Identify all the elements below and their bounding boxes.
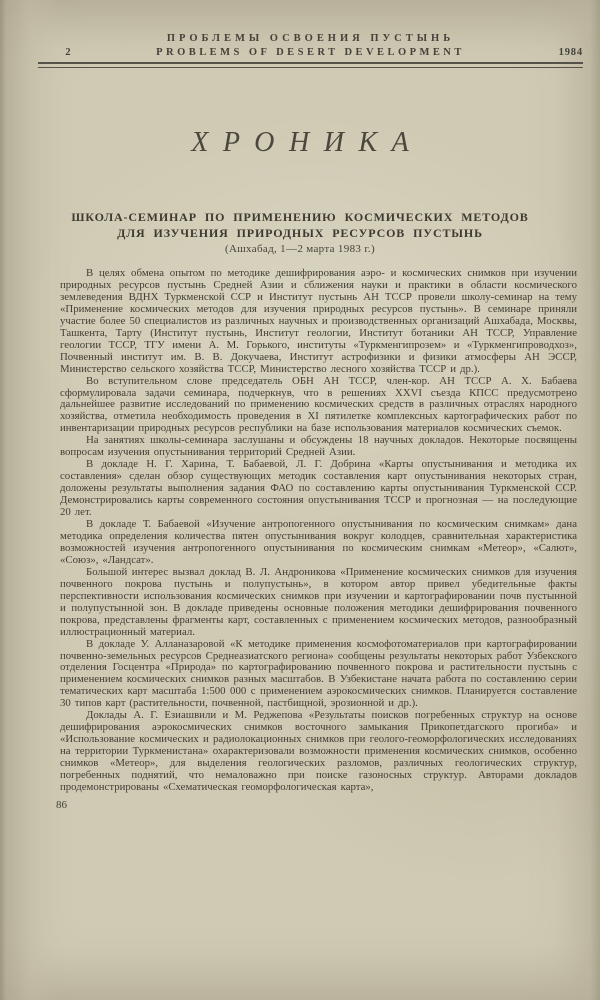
article-title-line1: ШКОЛА-СЕМИНАР ПО ПРИМЕНЕНИЮ КОСМИЧЕСКИХ МЕТОДОВ	[71, 210, 529, 224]
paragraph-7: В докладе У. Алланазаровой «К методике применения космофотоматериалов при картографировании почвенно-земельных ресурсов Среднеазиатского региона» сообщены результаты некоторых работ Узбекского отделения Госцентра «Природа» по картографированию почвенного покрова и растительности пустынь с применением космических снимков разных масштабов. В Узбекистане начата работа по составлению серии тематических карт масштаба 1:500 000 с применением аэрокосмических снимков. Планируется составление 30 типов карт (растительности, почвенной, пастбищной, эрозионной и др.).	[60, 637, 577, 710]
journal-header-row	[38, 47, 583, 58]
article-title-line2: ДЛЯ ИЗУЧЕНИЯ ПРИРОДНЫХ РЕСУРСОВ ПУСТЫНЬ	[117, 226, 483, 240]
section-heading-chronicle: ХРОНИКА	[191, 127, 424, 158]
article-body	[60, 268, 577, 794]
journal-title-en: PROBLEMS OF DESERT DEVELOPMENT	[156, 47, 465, 58]
paragraph-3: На занятиях школы-семинара заслушаны и обсуждены 18 научных докладов. Некоторые посвящены вопросам изучения опустынивания территорий Средней Азии.	[60, 434, 577, 459]
journal-header	[38, 0, 583, 68]
paragraph-5: В докладе Т. Бабаевой «Изучение антропогенного опустынивания по космическим снимкам» дана методика определения количества пятен опустынивания вокруг колодцев, сравнительная характеристика возможностей изучения антропогенного опустынивания по космическим снимкам «Метеор», «Салют», «Союз», «Ландсат».	[60, 518, 577, 566]
journal-title-ru: ПРОБЛЕМЫ ОСВОЕНИЯ ПУСТЫНЬ	[166, 33, 455, 44]
header-double-rule	[38, 62, 583, 68]
paragraph-1: В целях обмена опытом по методике дешифрирования аэро- и космических снимков при изучении природных ресурсов пустынь Средней Азии и сближения науки и практики в области космического землеведения ВДНХ Туркменской ССР и Институт пустынь АН ТССР провели школу-семинар на тему «Применение космических методов для изучения природных ресурсов пустынь». В семинаре приняли участие более 50 специалистов из различных научных и производственных организаций Ашхабада, Москвы, Ташкента, Тарту (Институт пустынь, Институт геологии, Институт ботаники АН ТССР, Управление геологии ТССР, ТГУ имени А. М. Горького, институты «Туркменгипрозем» и «Туркменгипроводхоз», Почвенный институт им. В. В. Докучаева, Институт астрофизики и физики атмосферы АН ЭССР, Министерство сельского хозяйства ТССР, Министерство лесного хозяйства ТССР и др.).	[60, 267, 577, 375]
paragraph-2: Во вступительном слове председатель ОБН АН ТССР, член-кор. АН ТССР А. Х. Бабаева сформулировала задачи семинара, подчеркнув, что в решениях XXVI съезда КПСС предусмотрено дальнейшее развитие исследований по применению космических средств в различных отраслях народного хозяйства, отметила необходимость проведения в XI пятилетке комплексных картографических работ по инвентаризации природных ресурсов республики на базе использования материалов космических съемок.	[60, 374, 577, 435]
footer-page-number: 86	[56, 798, 67, 811]
article-subtitle: (Ашхабад, 1—2 марта 1983 г.)	[224, 243, 375, 255]
header-year: 1984	[558, 47, 583, 58]
article-title	[30, 209, 570, 241]
header-page-number: 2	[65, 47, 71, 58]
paragraph-8: Доклады А. Г. Езиашвили и М. Реджепова «Результаты поисков погребенных структур на основе дешифрирования аэрокосмических снимков восточного замыкания Прикопетдагского прогиба» и «Использование космических и радиолокационных снимков при геолого-геоморфологических исследованиях на территории Туркменистана» охарактеризовали возможности применения космических снимков, особенно снимков «Метеор», для выделения геологических разломов, различных геологических структур, погребенных поднятий, что немаловажно при поиске газоносных структур. Авторами докладов продемонстрированы «Схематическая геоморфологическая карта»,	[60, 709, 577, 793]
paragraph-4: В докладе Н. Г. Харина, Т. Бабаевой, Л. Г. Добрина «Карты опустынивания и методика их составления» сделан обзор существующих методик составления карт опустынивания некоторых стран, доложены результаты выполнения задания ФАО по составлению карты опустынивания Туркменской ССР. Демонстрировались карты современного состояния опустынивания ТССР и прогнозная — на последующие 20 лет.	[60, 458, 577, 519]
paragraph-6: Большой интерес вызвал доклад В. Л. Андроникова «Применение космических снимков для изучения почвенного покрова пустынь и полупустынь», в котором автор привел убедительные факты перспективности использования космических снимков при изучении и картографировании почв пустынной и полупустынной зон. В докладе приведены основные положения методики дешифрирования почвенного покрова, представлены фрагменты карт, составленных с применением космических методов, разнообразный иллюстрационный материал.	[60, 565, 577, 638]
